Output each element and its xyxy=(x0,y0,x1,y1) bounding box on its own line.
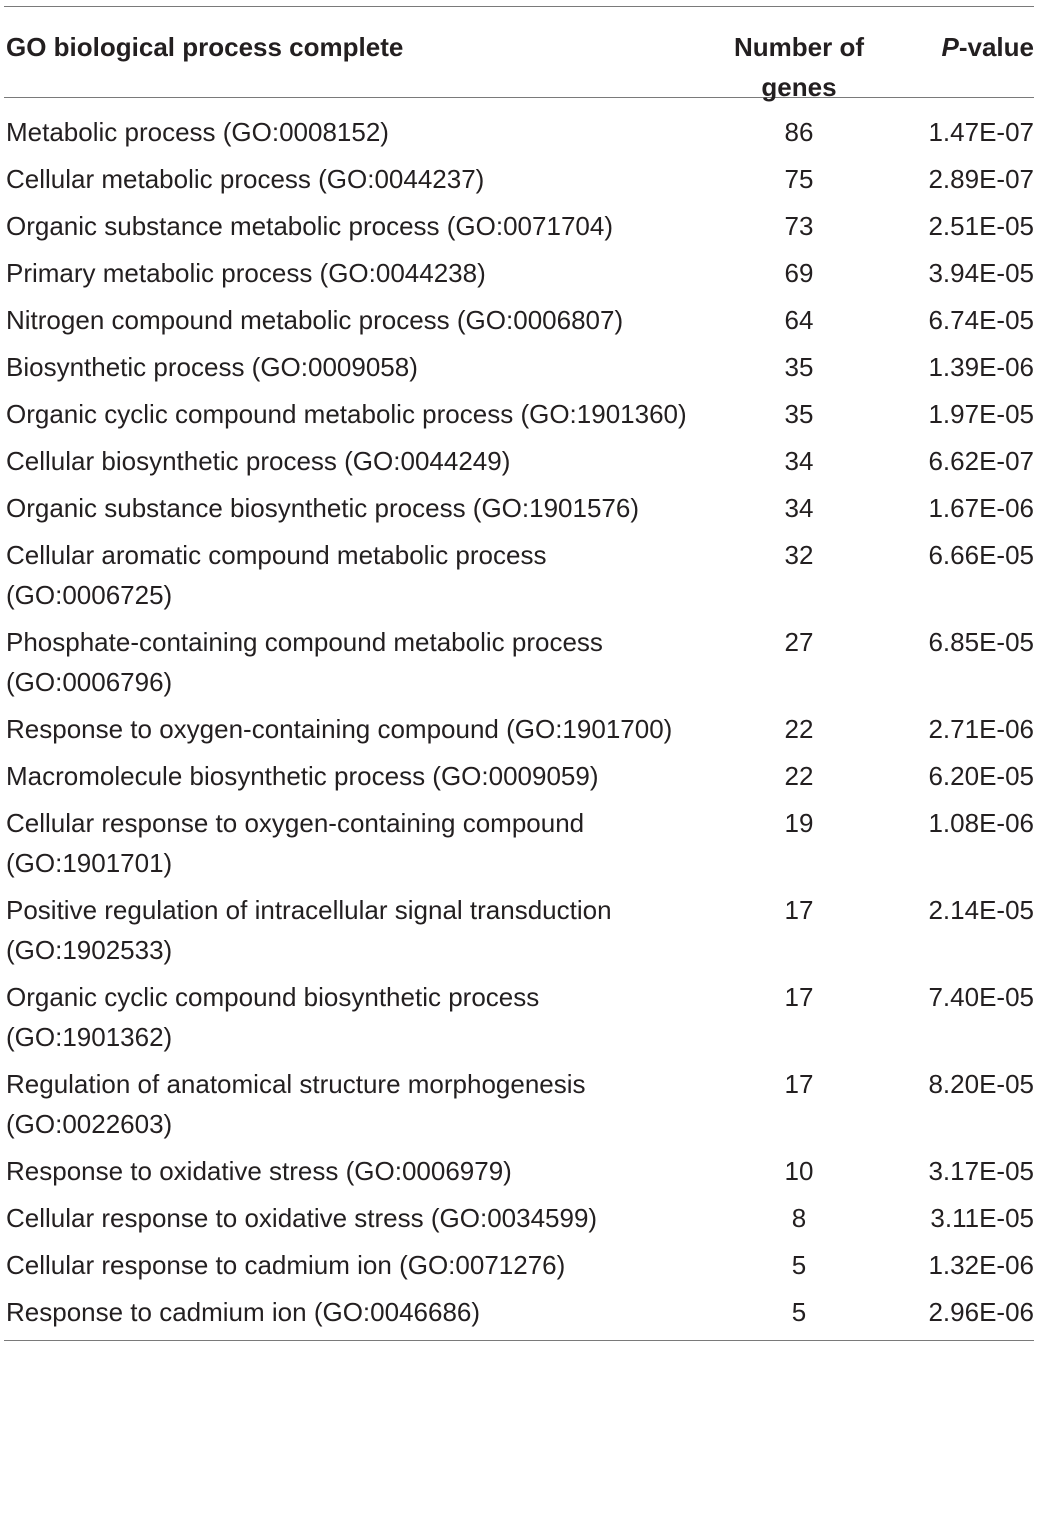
cell-pvalue: 3.11E-05 xyxy=(930,1203,1034,1233)
cell-genes: 17 xyxy=(784,895,814,925)
cell-process: Primary metabolic process (GO:0044238) xyxy=(6,258,486,288)
table-row xyxy=(4,394,1039,434)
header-genes: Number of genes xyxy=(734,32,864,102)
cell-process: Response to oxidative stress (GO:0006979) xyxy=(6,1156,512,1186)
cell-process: Organic substance metabolic process (GO:0071704) xyxy=(6,211,613,241)
cell-process: Organic cyclic compound metabolic process (GO:1901360) xyxy=(6,399,687,429)
cell-pvalue: 3.94E-05 xyxy=(928,258,1034,288)
cell-genes: 34 xyxy=(784,493,814,523)
table-row xyxy=(4,1151,1039,1191)
table-row xyxy=(4,1245,1039,1285)
cell-process: Organic cyclic compound biosynthetic process (GO:1901362) xyxy=(6,982,540,1052)
cell-pvalue: 2.71E-06 xyxy=(928,714,1034,744)
cell-pvalue: 1.67E-06 xyxy=(928,493,1034,523)
cell-pvalue: 1.47E-07 xyxy=(928,117,1034,147)
table-row xyxy=(4,488,1039,528)
header-pvalue-suffix: -value xyxy=(958,32,1034,62)
cell-genes: 35 xyxy=(784,399,814,429)
cell-genes: 86 xyxy=(784,117,814,147)
table-row xyxy=(4,112,1039,152)
cell-pvalue: 6.66E-05 xyxy=(928,540,1034,570)
table-row xyxy=(4,622,1039,702)
cell-pvalue: 6.62E-07 xyxy=(928,446,1034,476)
table-row xyxy=(4,253,1039,293)
cell-genes: 69 xyxy=(784,258,814,288)
cell-process: Cellular response to cadmium ion (GO:0071276) xyxy=(6,1250,566,1280)
cell-process: Cellular aromatic compound metabolic process (GO:0006725) xyxy=(6,540,547,610)
cell-genes: 27 xyxy=(784,627,814,657)
cell-pvalue: 1.97E-05 xyxy=(928,399,1034,429)
cell-pvalue: 2.51E-05 xyxy=(928,211,1034,241)
cell-process: Organic substance biosynthetic process (GO:1901576) xyxy=(6,493,640,523)
cell-pvalue: 7.40E-05 xyxy=(928,982,1034,1012)
cell-process: Cellular response to oxygen-containing compound (GO:1901701) xyxy=(6,808,585,878)
cell-process: Biosynthetic process (GO:0009058) xyxy=(6,352,418,382)
cell-pvalue: 1.08E-06 xyxy=(928,808,1034,838)
cell-genes: 5 xyxy=(791,1297,807,1327)
table-bottom-rule xyxy=(4,1340,1034,1341)
table-row xyxy=(4,535,1039,615)
table-row xyxy=(4,1064,1039,1144)
cell-process: Cellular metabolic process (GO:0044237) xyxy=(6,164,485,194)
table-row xyxy=(4,441,1039,481)
cell-genes: 8 xyxy=(791,1203,807,1233)
table-row xyxy=(4,347,1039,387)
cell-pvalue: 3.17E-05 xyxy=(928,1156,1034,1186)
table-header xyxy=(4,7,1039,102)
cell-pvalue: 6.74E-05 xyxy=(928,305,1034,335)
go-process-table xyxy=(4,6,1039,1341)
table-row xyxy=(4,977,1039,1057)
cell-genes: 73 xyxy=(784,211,814,241)
cell-genes: 35 xyxy=(784,352,814,382)
cell-process: Cellular response to oxidative stress (GO:0034599) xyxy=(6,1203,598,1233)
cell-genes: 75 xyxy=(784,164,814,194)
cell-genes: 17 xyxy=(784,982,814,1012)
cell-process: Regulation of anatomical structure morphogenesis (GO:0022603) xyxy=(6,1069,586,1139)
cell-pvalue: 2.89E-07 xyxy=(928,164,1034,194)
cell-genes: 22 xyxy=(784,714,814,744)
cell-genes: 22 xyxy=(784,761,814,791)
cell-genes: 10 xyxy=(784,1156,814,1186)
table-body xyxy=(4,98,1039,1332)
table-row xyxy=(4,159,1039,199)
table-row xyxy=(4,709,1039,749)
cell-genes: 17 xyxy=(784,1069,814,1099)
cell-pvalue: 6.20E-05 xyxy=(928,761,1034,791)
cell-process: Phosphate-containing compound metabolic process (GO:0006796) xyxy=(6,627,603,697)
cell-pvalue: 1.39E-06 xyxy=(928,352,1034,382)
table-row xyxy=(4,803,1039,883)
cell-pvalue: 1.32E-06 xyxy=(928,1250,1034,1280)
cell-process: Macromolecule biosynthetic process (GO:0009059) xyxy=(6,761,599,791)
table-row xyxy=(4,1198,1039,1238)
cell-process: Nitrogen compound metabolic process (GO:0006807) xyxy=(6,305,624,335)
cell-pvalue: 2.14E-05 xyxy=(928,895,1034,925)
cell-process: Cellular biosynthetic process (GO:0044249) xyxy=(6,446,511,476)
table-row xyxy=(4,756,1039,796)
cell-genes: 19 xyxy=(784,808,814,838)
cell-process: Response to cadmium ion (GO:0046686) xyxy=(6,1297,481,1327)
table-row xyxy=(4,206,1039,246)
cell-process: Positive regulation of intracellular signal transduction (GO:1902533) xyxy=(6,895,612,965)
cell-genes: 32 xyxy=(784,540,814,570)
cell-genes: 5 xyxy=(791,1250,807,1280)
table-row xyxy=(4,300,1039,340)
cell-pvalue: 2.96E-06 xyxy=(928,1297,1034,1327)
table-row xyxy=(4,1292,1039,1332)
header-pvalue xyxy=(904,27,1034,67)
cell-genes: 64 xyxy=(784,305,814,335)
cell-process: Response to oxygen-containing compound (GO:1901700) xyxy=(6,714,673,744)
header-pvalue-prefix: P xyxy=(941,32,959,62)
header-process: GO biological process complete xyxy=(6,32,404,62)
cell-process: Metabolic process (GO:0008152) xyxy=(6,117,389,147)
cell-pvalue: 8.20E-05 xyxy=(928,1069,1034,1099)
table-row xyxy=(4,890,1039,970)
cell-genes: 34 xyxy=(784,446,814,476)
cell-pvalue: 6.85E-05 xyxy=(928,627,1034,657)
